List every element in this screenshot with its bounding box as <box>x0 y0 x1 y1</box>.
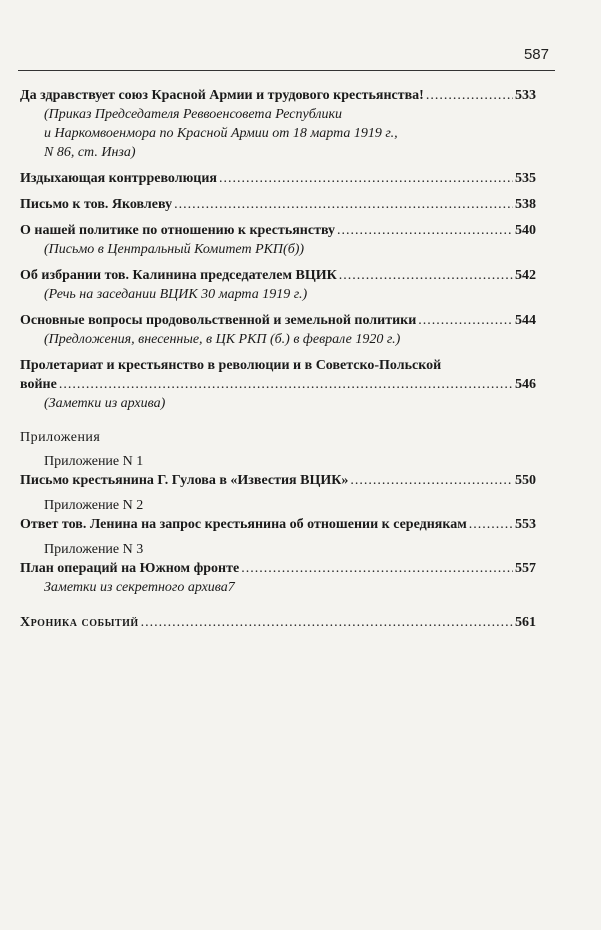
toc-entry-page: 538 <box>515 197 536 212</box>
header-rule <box>18 70 555 71</box>
toc-entry-3 <box>20 195 536 214</box>
appendix-label: Приложение N 3 <box>44 542 144 557</box>
appendix-label: Приложение N 2 <box>44 498 144 513</box>
appendix-page: 557 <box>515 561 536 576</box>
dot-leader <box>219 169 513 188</box>
appendix-heading: Приложения <box>20 430 101 445</box>
appendix-item-1 <box>20 452 536 490</box>
toc-entry-page: 533 <box>515 88 536 103</box>
chronicle-title[interactable]: Хроника событий <box>20 615 139 630</box>
dot-leader <box>426 86 513 105</box>
toc-entry-note: и Наркомвоенмора по Красной Армии от 18 марта 1919 г., <box>44 126 398 141</box>
page-number: 587 <box>523 46 549 63</box>
appendix-note: Заметки из секретного архива7 <box>44 580 235 595</box>
dot-leader <box>59 375 513 394</box>
toc-entry-2 <box>20 169 536 188</box>
toc-entry-page: 535 <box>515 171 536 186</box>
toc-entry-note: N 86, ст. Инза) <box>44 145 136 160</box>
appendix-label: Приложение N 1 <box>44 454 144 469</box>
appendix-item-2 <box>20 496 536 534</box>
appendix-page: 550 <box>515 473 536 488</box>
dot-leader <box>174 195 513 214</box>
toc-entry-page: 542 <box>515 268 536 283</box>
toc-entry-title[interactable]: Да здравствует союз Красной Армии и трудового крестьянства! <box>20 88 424 103</box>
toc-entry-title[interactable]: Основные вопросы продовольственной и земельной политики <box>20 313 417 328</box>
dot-leader <box>469 515 513 534</box>
toc-entry-title[interactable]: Об избрании тов. Калинина председателем ВЦИК <box>20 268 337 283</box>
toc-entry-page: 544 <box>515 313 536 328</box>
appendix-title[interactable]: План операций на Южном фронте <box>20 561 240 576</box>
toc-entry-1 <box>20 86 536 162</box>
toc-entry-note: (Предложения, внесенные, в ЦК РКП (б.) в феврале 1920 г.) <box>44 332 401 347</box>
toc-entry-title[interactable]: Издыхающая контрреволюция <box>20 171 218 186</box>
chronicle-entry <box>20 613 536 632</box>
toc-entry-note: (Речь на заседании ВЦИК 30 марта 1919 г.) <box>44 287 308 302</box>
dot-leader <box>350 471 513 490</box>
dot-leader <box>241 559 513 578</box>
toc-entry-note: (Письмо в Центральный Комитет РКП(б)) <box>44 242 305 257</box>
toc-entry-note: (Приказ Председателя Реввоенсовета Республики <box>44 107 343 122</box>
toc-entry-4 <box>20 221 536 259</box>
toc-entry-5 <box>20 266 536 304</box>
toc-entry-page: 546 <box>515 377 536 392</box>
toc-entry-6 <box>20 311 536 349</box>
toc-entry-page: 540 <box>515 223 536 238</box>
toc-entry-title[interactable]: Письмо к тов. Яковлеву <box>20 197 173 212</box>
toc-entry-title-line[interactable]: Пролетариат и крестьянство в революции и в Советско-Польской <box>20 358 442 373</box>
toc-entry-note: (Заметки из архива) <box>44 396 166 411</box>
toc-entry-title[interactable]: О нашей политике по отношению к крестьянству <box>20 223 336 238</box>
chronicle-page: 561 <box>515 615 536 630</box>
toc-entry-7 <box>20 356 536 413</box>
appendix-title[interactable]: Ответ тов. Ленина на запрос крестьянина об отношении к середнякам <box>20 517 467 532</box>
dot-leader <box>418 311 513 330</box>
toc-entry-title[interactable]: войне <box>20 377 57 392</box>
dot-leader <box>339 266 513 285</box>
appendix-title[interactable]: Письмо крестьянина Г. Гулова в «Известия ВЦИК» <box>20 473 349 488</box>
dot-leader <box>141 613 513 632</box>
appendix-page: 553 <box>515 517 536 532</box>
dot-leader <box>337 221 513 240</box>
table-of-contents <box>20 86 536 632</box>
appendix-item-3 <box>20 540 536 597</box>
